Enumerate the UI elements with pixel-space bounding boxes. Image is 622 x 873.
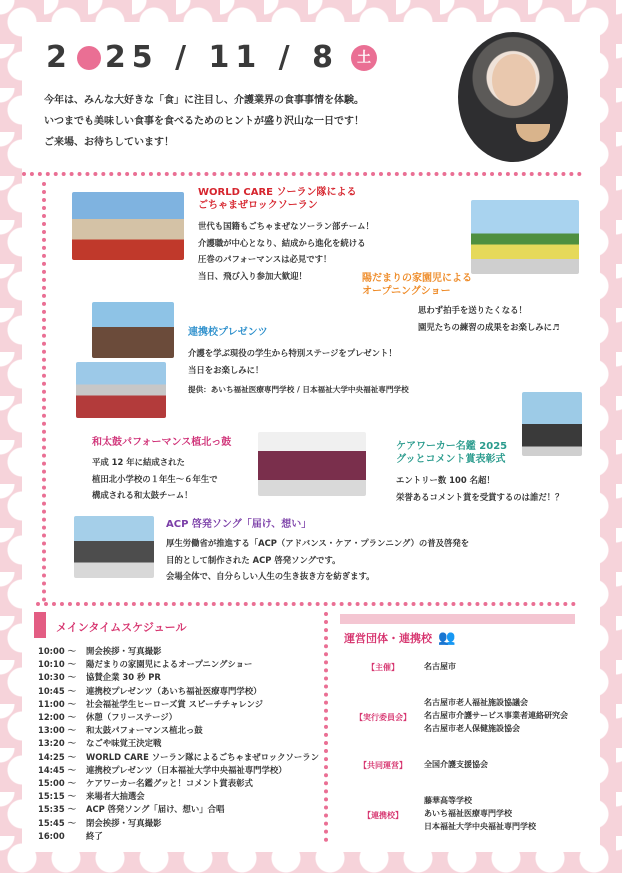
taiko-title: 和太鼓パフォーマンス植北っ鼓 [92,437,232,448]
divider-top [22,172,582,176]
elderly-woman-photo [458,32,568,162]
intro-line: いつまでも美味しい食事を食べるためのヒントが盛り沢山な一日です！ [44,116,364,127]
schedule-item: 16:00 終了 [38,830,103,841]
school-title: 連携校プレゼンツ [188,327,268,338]
acp-song-photo [74,516,154,578]
schedule-item: 15:15 ～ 来場者大抽選会 [38,791,145,802]
school-description: 介護を学ぶ現役の学生から特別ステージをプレゼント！ 当日をお楽しみに！ [188,348,397,375]
org-host-names: 名古屋市 [424,662,456,671]
schedule-item: 15:45 ～ 閉会挨拶・写真撮影 [38,817,162,828]
divider-left [42,182,46,602]
schedule-item: 10:00 ～ 開会挨拶・写真撮影 [38,646,162,656]
intro-line: 今年は、みんな大好きな「食」に注目し、介護業界の食事事情を体験。 [44,95,364,106]
intro-line: ご来場、お待ちしています！ [44,137,174,148]
intro-text [44,90,464,153]
date-text: 25 / 11 / 8 [104,40,339,75]
schedule-item: 10:30 ～ 協賛企業 30 秒 PR [38,672,161,683]
acp-description: 厚生労働省が推進する「ACP（アドバンス・ケア・プランニング）の普及啓発を 目的として制作された ACP 啓発ソングです。 会場全体で、自分らしい人生の生き抜き方を紡ぎます。 [166,538,470,581]
taiko-drum-photo [258,432,366,496]
school-stage-photo-2 [76,362,166,418]
opening-title: 陽だまりの家園児による オープニングショー [362,273,472,297]
award-title: ケアワーカー名鑑 2025 グッとコメント賞表彰式 [396,441,508,465]
schedule-item: 10:10 ～ 陽だまりの家園児によるオープニングショー [38,659,253,670]
divider-middle [36,602,576,606]
school-stage-photo-1 [92,302,174,358]
schedule-item: 15:35 ～ ACP 啓発ソング「届け、想い」合唱 [38,804,225,815]
award-description: エントリー数 100 名超！ 栄誉あるコメント賞を受賞するのは誰だ！？ [396,475,564,502]
soran-title: WORLD CARE ソーラン隊による ごちゃまぜロックソーラン [198,187,357,211]
award-ceremony-photo [522,392,582,456]
schedule-icon [34,612,46,638]
organizers-heading: 運営団体・連携校 👥 [344,630,456,646]
org-school-names: 藤華高等学校 あいち福祉医療専門学校 日本福祉大学中央福祉専門学校 [424,796,536,831]
org-label-committee: 【実行委員会】 [355,713,411,722]
schedule-item: 13:20 ～ なごや味覚王決定戦 [38,738,162,749]
event-date [46,40,377,75]
soran-description: 世代も国籍もごちゃまぜなソーラン部チーム！ 介護職が中心となり、結成から進化を続ける 圧巻のパフォーマンスは必見です！ 当日、飛び入り参加大歓迎！ [198,221,374,281]
org-committee-names: 名古屋市老人福祉施設協議会 名古屋市介護サービス事業者連絡研究会 名古屋市老人保健施設協会 [424,698,568,733]
schedule-item: 15:00 ～ ケアワーカー名鑑グッと！コメント賞表彰式 [38,778,253,789]
pink-dot-zero [77,46,101,70]
soran-performance-photo [72,192,184,260]
org-label-schools: 【連携校】 [363,811,403,820]
org-joint-names: 全国介護支援協会 [424,760,488,769]
organizers-band [340,614,575,624]
schedule-item: 13:00 ～ 和太鼓パフォーマンス植北っ鼓 [38,725,203,736]
schedule-heading: メインタイムスケジュール [56,621,187,634]
opening-description: 思わず拍手を送りたくなる！ 園児たちの練習の成果をお楽しみに♬ [418,305,560,332]
opening-show-photo [471,200,579,274]
schedule-item: 14:45 ～ 連携校プレゼンツ（日本福祉大学中央福祉専門学校） [38,764,287,775]
acp-title: ACP 啓発ソング「届け、想い」 [166,519,312,530]
org-label-joint: 【共同運営】 [359,761,407,770]
schedule-list [38,645,328,843]
school-credit: 提供：あいち福祉医療専門学校 / 日本福祉大学中央福祉専門学校 [188,385,409,394]
dessert-cup [516,124,550,142]
schedule-item: 10:45 ～ 連携校プレゼンツ（あいち福祉医療専門学校） [38,685,262,696]
schedule-item: 12:00 ～ 休憩（フリーステージ） [38,712,178,723]
face [492,54,536,106]
people-icon: 👥 [438,630,456,646]
weekday-badge: 土 [351,45,377,71]
date-year-prefix: 2 [46,40,73,75]
org-label-host: 【主催】 [367,663,399,672]
flyer-sheet [22,22,600,852]
schedule-item: 11:00 ～ 社会福祉学生ヒーローズ賞 スピーチチャレンジ [38,698,264,709]
schedule-item: 14:25 ～ WORLD CARE ソーラン隊によるごちゃまぜロックソーラン [38,751,320,762]
taiko-description: 平成 12 年に結成された 植田北小学校の１年生～６年生で 構成される和太鼓チーム！ [92,457,218,500]
